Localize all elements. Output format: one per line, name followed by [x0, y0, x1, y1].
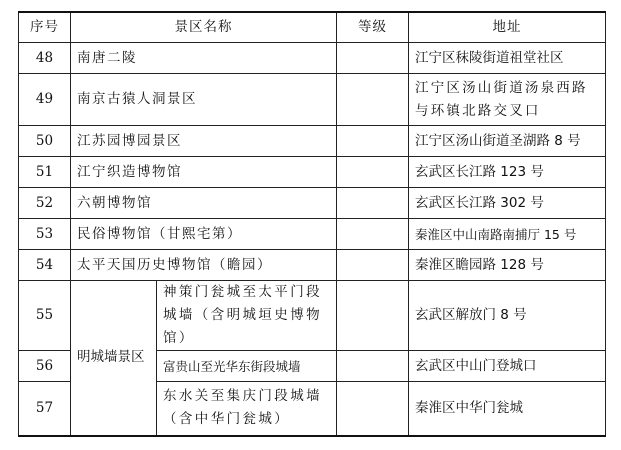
row-grade [337, 188, 409, 219]
scenic-spot-table-wrapper [18, 11, 606, 437]
row-grade [337, 74, 409, 126]
row-address: 秦淮区瞻园路 128 号 [409, 250, 606, 281]
row-name: 江宁织造博物馆 [71, 157, 337, 188]
row-name: 太平天国历史博物馆（瞻园） [71, 250, 337, 281]
header-name: 景区名称 [71, 12, 337, 43]
row-name: 江苏园博园景区 [71, 126, 337, 157]
row-sub-name: 神策门瓮城至太平门段城墙（含明城垣史博物馆） [157, 281, 337, 351]
row-name: 民俗博物馆（甘熙宅第） [71, 219, 337, 250]
row-grade [337, 281, 409, 351]
group-name: 明城墙景区 [71, 281, 157, 436]
row-no: 50 [19, 126, 71, 157]
row-grade [337, 219, 409, 250]
row-address: 江宁区汤山街道圣湖路 8 号 [409, 126, 606, 157]
row-name: 南京古猿人洞景区 [71, 74, 337, 126]
table-row [19, 250, 606, 281]
table-row [19, 157, 606, 188]
table-row [19, 126, 606, 157]
row-no: 51 [19, 157, 71, 188]
row-sub-name: 东水关至集庆门段城墙（含中华门瓮城） [157, 382, 337, 436]
row-no: 55 [19, 281, 71, 351]
row-no: 49 [19, 74, 71, 126]
row-address: 秦淮区中华门瓮城 [409, 382, 606, 436]
row-no: 56 [19, 351, 71, 382]
row-no: 53 [19, 219, 71, 250]
row-grade [337, 250, 409, 281]
row-address: 秦淮区中山南路南捕厅 15 号 [409, 219, 606, 250]
row-sub-name: 富贵山至光华东街段城墙 [157, 351, 337, 382]
row-address: 江宁区秣陵街道祖堂社区 [409, 43, 606, 74]
row-no: 48 [19, 43, 71, 74]
row-address: 江宁区汤山街道汤泉西路与环镇北路交叉口 [409, 74, 606, 126]
table-row [19, 281, 606, 351]
row-address: 玄武区长江路 123 号 [409, 157, 606, 188]
header-grade: 等级 [337, 12, 409, 43]
row-no: 54 [19, 250, 71, 281]
row-grade [337, 351, 409, 382]
scenic-spot-table [18, 11, 606, 437]
header-no: 序号 [19, 12, 71, 43]
row-address: 玄武区解放门 8 号 [409, 281, 606, 351]
table-row [19, 43, 606, 74]
row-name: 南唐二陵 [71, 43, 337, 74]
row-grade [337, 157, 409, 188]
row-grade [337, 382, 409, 436]
table-row [19, 219, 606, 250]
row-address: 玄武区中山门登城口 [409, 351, 606, 382]
row-grade [337, 126, 409, 157]
table-row [19, 188, 606, 219]
row-address: 玄武区长江路 302 号 [409, 188, 606, 219]
row-no: 57 [19, 382, 71, 436]
row-no: 52 [19, 188, 71, 219]
row-grade [337, 43, 409, 74]
header-address: 地址 [409, 12, 606, 43]
header-row [19, 12, 606, 43]
table-row [19, 74, 606, 126]
row-name: 六朝博物馆 [71, 188, 337, 219]
